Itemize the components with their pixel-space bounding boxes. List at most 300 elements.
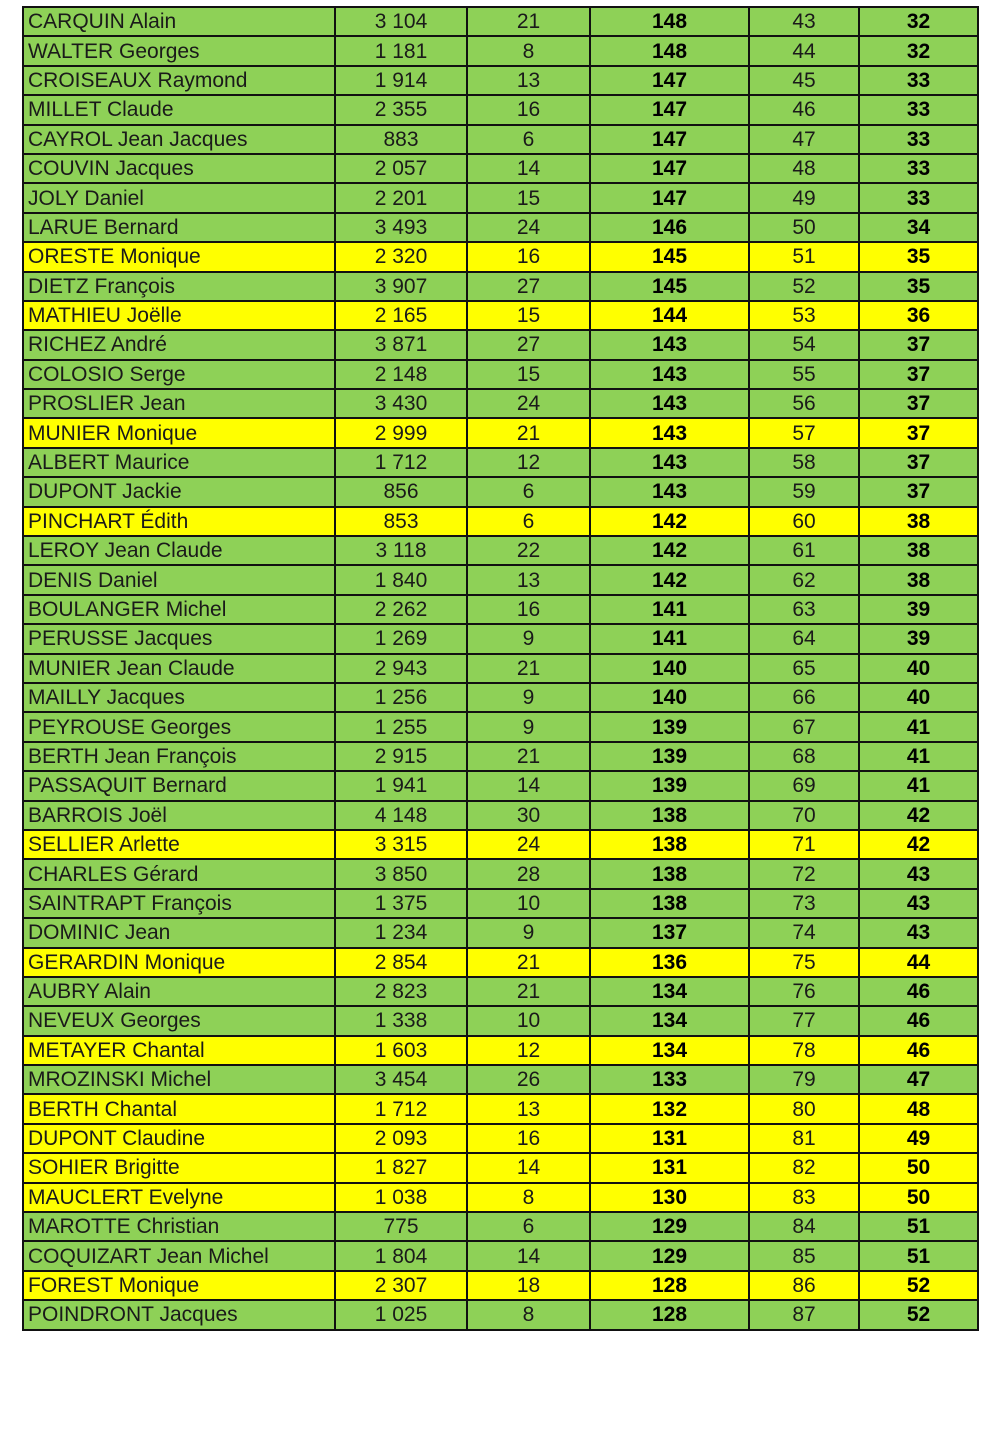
games-played-cell: 13 [467, 1094, 590, 1123]
rank-cell: 70 [749, 801, 859, 830]
player-name-cell: MAUCLERT Evelyne [23, 1183, 335, 1212]
total-points-cell: 3 493 [335, 213, 467, 242]
player-name-cell: DUPONT Claudine [23, 1124, 335, 1153]
rank-cell: 55 [749, 360, 859, 389]
class-cell: 42 [859, 801, 978, 830]
player-name-cell: ALBERT Maurice [23, 448, 335, 477]
average-cell: 139 [590, 742, 749, 771]
rank-cell: 71 [749, 830, 859, 859]
rank-cell: 86 [749, 1271, 859, 1300]
table-row [23, 360, 978, 389]
table-row [23, 1124, 978, 1153]
player-name-cell: FOREST Monique [23, 1271, 335, 1300]
rank-cell: 74 [749, 918, 859, 947]
average-cell: 134 [590, 1036, 749, 1065]
total-points-cell: 2 915 [335, 742, 467, 771]
games-played-cell: 14 [467, 1241, 590, 1270]
total-points-cell: 3 454 [335, 1065, 467, 1094]
average-cell: 147 [590, 95, 749, 124]
rank-cell: 53 [749, 301, 859, 330]
total-points-cell: 3 315 [335, 830, 467, 859]
table-row [23, 183, 978, 212]
class-cell: 52 [859, 1271, 978, 1300]
class-cell: 32 [859, 7, 978, 36]
player-name-cell: MAILLY Jacques [23, 683, 335, 712]
rank-cell: 87 [749, 1300, 859, 1329]
class-cell: 37 [859, 477, 978, 506]
total-points-cell: 1 840 [335, 565, 467, 594]
player-name-cell: POINDRONT Jacques [23, 1300, 335, 1329]
rank-cell: 77 [749, 1006, 859, 1035]
total-points-cell: 1 603 [335, 1036, 467, 1065]
class-cell: 51 [859, 1212, 978, 1241]
player-name-cell: DUPONT Jackie [23, 477, 335, 506]
class-cell: 37 [859, 448, 978, 477]
class-cell: 37 [859, 418, 978, 447]
table-row [23, 742, 978, 771]
average-cell: 137 [590, 918, 749, 947]
total-points-cell: 1 255 [335, 712, 467, 741]
rank-cell: 79 [749, 1065, 859, 1094]
total-points-cell: 853 [335, 507, 467, 536]
average-cell: 132 [590, 1094, 749, 1123]
rank-cell: 83 [749, 1183, 859, 1212]
table-row [23, 1036, 978, 1065]
average-cell: 133 [590, 1065, 749, 1094]
average-cell: 140 [590, 683, 749, 712]
table-row [23, 683, 978, 712]
class-cell: 33 [859, 125, 978, 154]
class-cell: 35 [859, 242, 978, 271]
average-cell: 138 [590, 889, 749, 918]
player-name-cell: SAINTRAPT François [23, 889, 335, 918]
average-cell: 131 [590, 1124, 749, 1153]
total-points-cell: 2 943 [335, 654, 467, 683]
games-played-cell: 18 [467, 1271, 590, 1300]
rank-cell: 45 [749, 66, 859, 95]
class-cell: 38 [859, 565, 978, 594]
average-cell: 147 [590, 66, 749, 95]
player-name-cell: LEROY Jean Claude [23, 536, 335, 565]
player-name-cell: SOHIER Brigitte [23, 1153, 335, 1182]
table-row [23, 830, 978, 859]
player-name-cell: CARQUIN Alain [23, 7, 335, 36]
games-played-cell: 22 [467, 536, 590, 565]
table-row [23, 242, 978, 271]
average-cell: 148 [590, 36, 749, 65]
table-row [23, 330, 978, 359]
total-points-cell: 1 712 [335, 1094, 467, 1123]
player-name-cell: MUNIER Monique [23, 418, 335, 447]
rank-cell: 50 [749, 213, 859, 242]
total-points-cell: 1 375 [335, 889, 467, 918]
rank-cell: 75 [749, 948, 859, 977]
rank-cell: 63 [749, 595, 859, 624]
rank-cell: 46 [749, 95, 859, 124]
games-played-cell: 16 [467, 242, 590, 271]
total-points-cell: 2 854 [335, 948, 467, 977]
table-row [23, 1271, 978, 1300]
player-name-cell: BERTH Chantal [23, 1094, 335, 1123]
average-cell: 128 [590, 1271, 749, 1300]
average-cell: 145 [590, 272, 749, 301]
class-cell: 44 [859, 948, 978, 977]
rank-cell: 80 [749, 1094, 859, 1123]
games-played-cell: 9 [467, 918, 590, 947]
rank-cell: 64 [749, 624, 859, 653]
class-cell: 46 [859, 1006, 978, 1035]
class-cell: 32 [859, 36, 978, 65]
table-row [23, 565, 978, 594]
class-cell: 37 [859, 360, 978, 389]
player-name-cell: ORESTE Monique [23, 242, 335, 271]
average-cell: 143 [590, 448, 749, 477]
table-row [23, 1300, 978, 1329]
class-cell: 46 [859, 1036, 978, 1065]
average-cell: 129 [590, 1212, 749, 1241]
player-name-cell: WALTER Georges [23, 36, 335, 65]
class-cell: 43 [859, 918, 978, 947]
rank-cell: 85 [749, 1241, 859, 1270]
class-cell: 46 [859, 977, 978, 1006]
player-name-cell: SELLIER Arlette [23, 830, 335, 859]
total-points-cell: 1 827 [335, 1153, 467, 1182]
games-played-cell: 9 [467, 712, 590, 741]
games-played-cell: 10 [467, 1006, 590, 1035]
total-points-cell: 3 850 [335, 859, 467, 888]
rank-cell: 54 [749, 330, 859, 359]
player-name-cell: COUVIN Jacques [23, 154, 335, 183]
class-cell: 48 [859, 1094, 978, 1123]
average-cell: 143 [590, 360, 749, 389]
games-played-cell: 8 [467, 36, 590, 65]
average-cell: 134 [590, 1006, 749, 1035]
average-cell: 143 [590, 418, 749, 447]
rank-cell: 49 [749, 183, 859, 212]
rank-cell: 44 [749, 36, 859, 65]
table-row [23, 948, 978, 977]
total-points-cell: 3 118 [335, 536, 467, 565]
table-row [23, 918, 978, 947]
class-cell: 38 [859, 507, 978, 536]
class-cell: 41 [859, 771, 978, 800]
class-cell: 47 [859, 1065, 978, 1094]
total-points-cell: 2 307 [335, 1271, 467, 1300]
total-points-cell: 2 057 [335, 154, 467, 183]
games-played-cell: 14 [467, 1153, 590, 1182]
table-row [23, 595, 978, 624]
rank-cell: 73 [749, 889, 859, 918]
games-played-cell: 21 [467, 7, 590, 36]
table-row [23, 859, 978, 888]
class-cell: 49 [859, 1124, 978, 1153]
games-played-cell: 9 [467, 683, 590, 712]
games-played-cell: 13 [467, 66, 590, 95]
table-row [23, 801, 978, 830]
player-name-cell: MILLET Claude [23, 95, 335, 124]
average-cell: 144 [590, 301, 749, 330]
average-cell: 142 [590, 565, 749, 594]
average-cell: 138 [590, 801, 749, 830]
total-points-cell: 2 999 [335, 418, 467, 447]
games-played-cell: 27 [467, 330, 590, 359]
table-row [23, 1212, 978, 1241]
player-name-cell: CROISEAUX Raymond [23, 66, 335, 95]
total-points-cell: 2 320 [335, 242, 467, 271]
total-points-cell: 3 907 [335, 272, 467, 301]
total-points-cell: 1 181 [335, 36, 467, 65]
games-played-cell: 8 [467, 1300, 590, 1329]
average-cell: 139 [590, 712, 749, 741]
total-points-cell: 883 [335, 125, 467, 154]
rank-cell: 58 [749, 448, 859, 477]
player-name-cell: PASSAQUIT Bernard [23, 771, 335, 800]
average-cell: 138 [590, 859, 749, 888]
class-cell: 52 [859, 1300, 978, 1329]
games-played-cell: 28 [467, 859, 590, 888]
rank-cell: 51 [749, 242, 859, 271]
player-name-cell: MAROTTE Christian [23, 1212, 335, 1241]
average-cell: 141 [590, 595, 749, 624]
games-played-cell: 13 [467, 565, 590, 594]
total-points-cell: 1 234 [335, 918, 467, 947]
rank-cell: 61 [749, 536, 859, 565]
games-played-cell: 16 [467, 595, 590, 624]
table-row [23, 389, 978, 418]
player-name-cell: COQUIZART Jean Michel [23, 1241, 335, 1270]
table-row [23, 1153, 978, 1182]
average-cell: 141 [590, 624, 749, 653]
games-played-cell: 24 [467, 830, 590, 859]
games-played-cell: 27 [467, 272, 590, 301]
table-row [23, 1065, 978, 1094]
average-cell: 145 [590, 242, 749, 271]
total-points-cell: 3 430 [335, 389, 467, 418]
rank-cell: 43 [749, 7, 859, 36]
average-cell: 143 [590, 330, 749, 359]
class-cell: 51 [859, 1241, 978, 1270]
player-name-cell: AUBRY Alain [23, 977, 335, 1006]
games-played-cell: 10 [467, 889, 590, 918]
total-points-cell: 2 355 [335, 95, 467, 124]
player-name-cell: DIETZ François [23, 272, 335, 301]
average-cell: 143 [590, 389, 749, 418]
rank-cell: 84 [749, 1212, 859, 1241]
average-cell: 147 [590, 183, 749, 212]
class-cell: 39 [859, 624, 978, 653]
average-cell: 147 [590, 154, 749, 183]
total-points-cell: 1 804 [335, 1241, 467, 1270]
class-cell: 33 [859, 95, 978, 124]
class-cell: 33 [859, 154, 978, 183]
games-played-cell: 21 [467, 654, 590, 683]
rank-cell: 57 [749, 418, 859, 447]
table-row [23, 1241, 978, 1270]
class-cell: 40 [859, 683, 978, 712]
rank-cell: 72 [749, 859, 859, 888]
table-row [23, 66, 978, 95]
games-played-cell: 9 [467, 624, 590, 653]
player-name-cell: CHARLES Gérard [23, 859, 335, 888]
table-row [23, 654, 978, 683]
rank-cell: 62 [749, 565, 859, 594]
average-cell: 142 [590, 507, 749, 536]
average-cell: 140 [590, 654, 749, 683]
table-row [23, 36, 978, 65]
class-cell: 38 [859, 536, 978, 565]
rank-cell: 82 [749, 1153, 859, 1182]
rank-cell: 48 [749, 154, 859, 183]
player-name-cell: PEYROUSE Georges [23, 712, 335, 741]
rank-cell: 68 [749, 742, 859, 771]
games-played-cell: 15 [467, 183, 590, 212]
total-points-cell: 1 712 [335, 448, 467, 477]
player-name-cell: LARUE Bernard [23, 213, 335, 242]
average-cell: 128 [590, 1300, 749, 1329]
class-cell: 40 [859, 654, 978, 683]
class-cell: 43 [859, 859, 978, 888]
class-cell: 43 [859, 889, 978, 918]
player-name-cell: RICHEZ André [23, 330, 335, 359]
total-points-cell: 775 [335, 1212, 467, 1241]
games-played-cell: 8 [467, 1183, 590, 1212]
class-cell: 36 [859, 301, 978, 330]
table-row [23, 448, 978, 477]
table-row [23, 95, 978, 124]
total-points-cell: 1 941 [335, 771, 467, 800]
games-played-cell: 21 [467, 977, 590, 1006]
player-name-cell: COLOSIO Serge [23, 360, 335, 389]
table-row [23, 154, 978, 183]
games-played-cell: 24 [467, 213, 590, 242]
average-cell: 143 [590, 477, 749, 506]
games-played-cell: 21 [467, 418, 590, 447]
player-name-cell: NEVEUX Georges [23, 1006, 335, 1035]
total-points-cell: 856 [335, 477, 467, 506]
player-name-cell: METAYER Chantal [23, 1036, 335, 1065]
average-cell: 136 [590, 948, 749, 977]
rank-cell: 52 [749, 272, 859, 301]
total-points-cell: 4 148 [335, 801, 467, 830]
table-row [23, 213, 978, 242]
rank-cell: 78 [749, 1036, 859, 1065]
table-row [23, 7, 978, 36]
games-played-cell: 21 [467, 948, 590, 977]
table-row [23, 1094, 978, 1123]
average-cell: 134 [590, 977, 749, 1006]
games-played-cell: 12 [467, 448, 590, 477]
class-cell: 33 [859, 183, 978, 212]
average-cell: 147 [590, 125, 749, 154]
table-row [23, 272, 978, 301]
rank-cell: 56 [749, 389, 859, 418]
player-name-cell: JOLY Daniel [23, 183, 335, 212]
average-cell: 129 [590, 1241, 749, 1270]
rank-cell: 76 [749, 977, 859, 1006]
table-row [23, 125, 978, 154]
player-name-cell: MATHIEU Joëlle [23, 301, 335, 330]
player-name-cell: PERUSSE Jacques [23, 624, 335, 653]
player-name-cell: CAYROL Jean Jacques [23, 125, 335, 154]
games-played-cell: 12 [467, 1036, 590, 1065]
games-played-cell: 14 [467, 154, 590, 183]
average-cell: 138 [590, 830, 749, 859]
rank-cell: 81 [749, 1124, 859, 1153]
class-cell: 33 [859, 66, 978, 95]
player-name-cell: PROSLIER Jean [23, 389, 335, 418]
table-row [23, 977, 978, 1006]
player-name-cell: PINCHART Édith [23, 507, 335, 536]
games-played-cell: 15 [467, 360, 590, 389]
table-row [23, 712, 978, 741]
player-name-cell: BOULANGER Michel [23, 595, 335, 624]
class-cell: 39 [859, 595, 978, 624]
total-points-cell: 2 201 [335, 183, 467, 212]
games-played-cell: 21 [467, 742, 590, 771]
class-cell: 37 [859, 330, 978, 359]
rank-cell: 67 [749, 712, 859, 741]
average-cell: 130 [590, 1183, 749, 1212]
rank-cell: 69 [749, 771, 859, 800]
total-points-cell: 1 338 [335, 1006, 467, 1035]
total-points-cell: 2 823 [335, 977, 467, 1006]
class-cell: 34 [859, 213, 978, 242]
player-name-cell: DENIS Daniel [23, 565, 335, 594]
average-cell: 131 [590, 1153, 749, 1182]
games-played-cell: 6 [467, 1212, 590, 1241]
rank-cell: 65 [749, 654, 859, 683]
games-played-cell: 6 [467, 477, 590, 506]
average-cell: 146 [590, 213, 749, 242]
total-points-cell: 1 038 [335, 1183, 467, 1212]
ranking-table [22, 6, 979, 1331]
games-played-cell: 24 [467, 389, 590, 418]
games-played-cell: 30 [467, 801, 590, 830]
rank-cell: 60 [749, 507, 859, 536]
table-row [23, 418, 978, 447]
average-cell: 139 [590, 771, 749, 800]
games-played-cell: 6 [467, 125, 590, 154]
average-cell: 142 [590, 536, 749, 565]
total-points-cell: 2 148 [335, 360, 467, 389]
table-row [23, 301, 978, 330]
class-cell: 35 [859, 272, 978, 301]
total-points-cell: 1 269 [335, 624, 467, 653]
total-points-cell: 3 104 [335, 7, 467, 36]
average-cell: 148 [590, 7, 749, 36]
total-points-cell: 1 025 [335, 1300, 467, 1329]
class-cell: 41 [859, 742, 978, 771]
total-points-cell: 3 871 [335, 330, 467, 359]
table-row [23, 1006, 978, 1035]
games-played-cell: 16 [467, 95, 590, 124]
player-name-cell: BERTH Jean François [23, 742, 335, 771]
player-name-cell: DOMINIC Jean [23, 918, 335, 947]
games-played-cell: 16 [467, 1124, 590, 1153]
class-cell: 37 [859, 389, 978, 418]
games-played-cell: 15 [467, 301, 590, 330]
total-points-cell: 1 256 [335, 683, 467, 712]
games-played-cell: 14 [467, 771, 590, 800]
class-cell: 42 [859, 830, 978, 859]
table-row [23, 771, 978, 800]
total-points-cell: 1 914 [335, 66, 467, 95]
total-points-cell: 2 262 [335, 595, 467, 624]
rank-cell: 47 [749, 125, 859, 154]
class-cell: 50 [859, 1153, 978, 1182]
total-points-cell: 2 165 [335, 301, 467, 330]
rank-cell: 59 [749, 477, 859, 506]
